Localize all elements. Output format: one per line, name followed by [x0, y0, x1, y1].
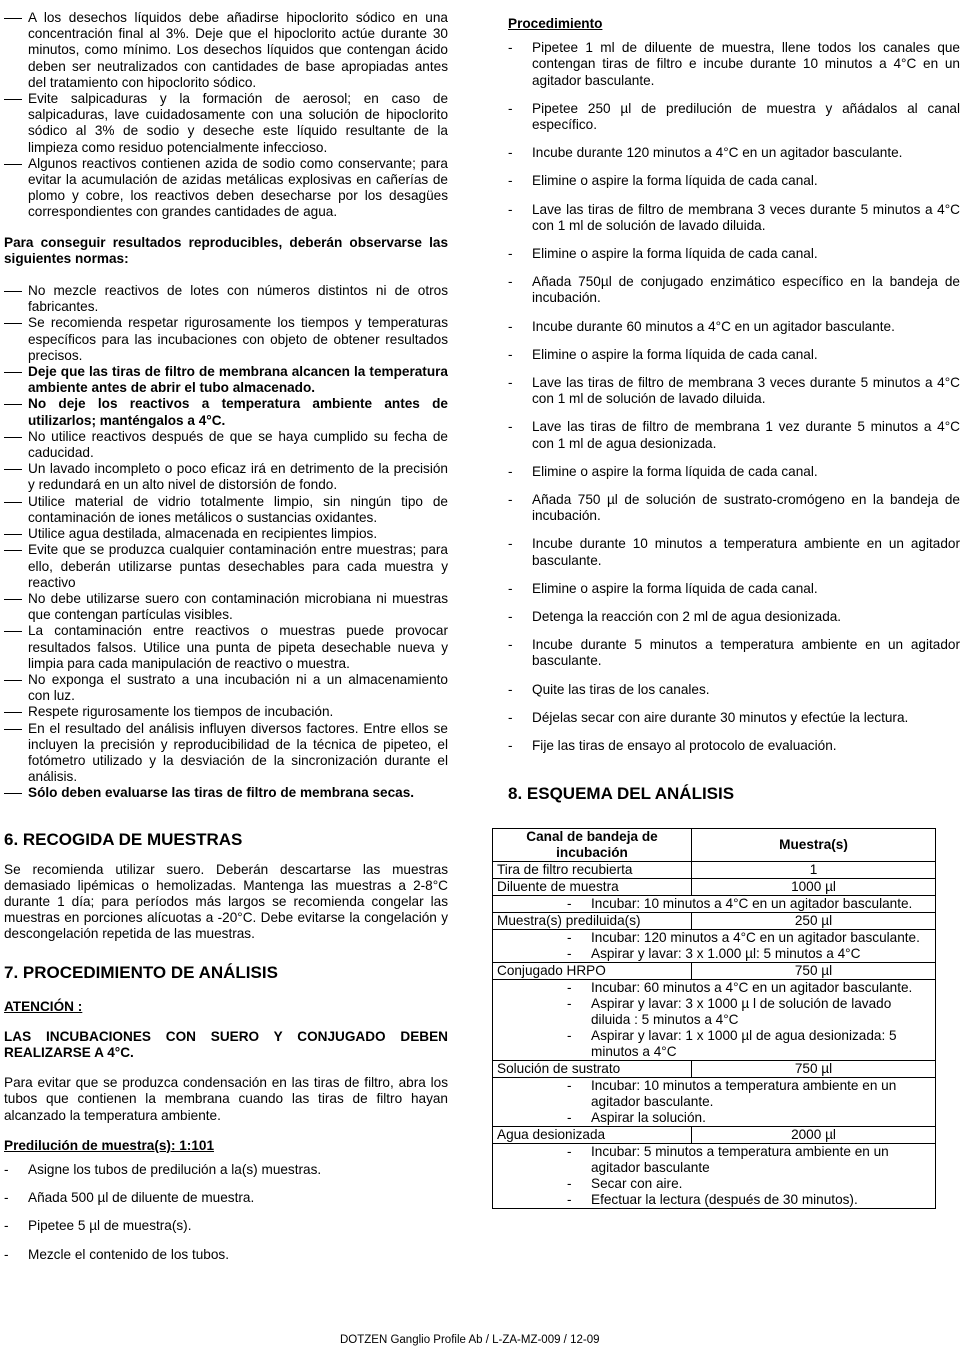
table-row — [493, 1127, 936, 1144]
rule-item: No debe utilizarse suero con contaminación microbiana ni muestras que contengan partículas visibles. — [4, 591, 448, 623]
rule-item: Evite que se produzca cualquier contaminación entre muestras; para ello, deberán utilizarse puntas desechables para cada muestra y reactivo — [4, 542, 448, 591]
section-6-text: Se recomienda utilizar suero. Deberán descartarse las muestras demasiado lipémicas o hemolizadas. Mantenga las muestras a 2-8°C durante 1 día; para períodos más largos se recomienda congelar las muestras en porciones alícuotas a -20°C. Debe evitarse la congelación y descongelación repetida de las muestras. — [4, 861, 448, 942]
procedure-step: - Incube durante 60 minutos a 4°C en un agitador basculante. — [508, 319, 960, 335]
procedure-step: - Añada 750µl de conjugado enzimático específico en la bandeja de incubación. — [508, 274, 960, 306]
intro-list — [4, 10, 448, 221]
procedure-step: - Elimine o aspire la forma líquida de cada canal. — [508, 347, 960, 363]
predilution-step: - Añada 500 µl de diluente de muestra. — [4, 1190, 448, 1206]
table-row — [493, 913, 936, 930]
procedure-step: - Déjelas secar con aire durante 30 minutos y efectúe la lectura. — [508, 710, 960, 726]
rule-item: No deje los reactivos a temperatura ambiente antes de utilizarlos; manténgalos a 4°C. — [4, 396, 448, 428]
procedure-step: - Incube durante 5 minutos a temperatura ambiente en un agitador basculante. — [508, 637, 960, 669]
table-header-cell: Muestra(s) — [692, 829, 936, 862]
right-column — [497, 10, 960, 1209]
table-note — [493, 896, 936, 913]
condensation-text: Para evitar que se produzca condensación en las tiras de filtro, abra los tubos que contienen la membrana cuando las tiras de filtro hayan alcanzado la temperatura ambiente. — [4, 1075, 448, 1123]
predilution-step: - Asigne los tubos de predilución a la(s) muestras. — [4, 1162, 448, 1178]
table-note-row — [493, 1144, 936, 1209]
rule-item: Respete rigurosamente los tiempos de incubación. — [4, 704, 448, 720]
section-6-title: 6. RECOGIDA DE MUESTRAS — [4, 829, 243, 849]
table-cell: Tira de filtro recubierta — [493, 862, 692, 879]
table-row — [493, 879, 936, 896]
table-cell: Muestra(s) prediluida(s) — [493, 913, 692, 930]
procedure-step: - Lave las tiras de filtro de membrana 3 veces durante 5 minutos a 4°C con 1 ml de solución de lavado diluida. — [508, 202, 960, 234]
procedure-step: - Incube durante 10 minutos a temperatura ambiente en un agitador basculante. — [508, 536, 960, 568]
procedure-step: - Pipetee 250 µl de predilución de muestra y añádalos al canal específico. — [508, 101, 960, 133]
predilution-title: Predilución de muestra(s): 1:101 — [4, 1137, 215, 1153]
intro-item: Algunos reactivos contienen azida de sodio como conservante; para evitar la acumulación de azidas metálicas explosivas en cañerías de plomo y cobre, los reactivos deben desecharse por los desagües correspondientes con grandes cantidades de agua. — [4, 156, 448, 221]
table-row — [493, 862, 936, 879]
rule-item: No utilice reactivos después de que se haya cumplido su fecha de caducidad. — [4, 429, 448, 461]
predilution-step: - Mezcle el contenido de los tubos. — [4, 1247, 448, 1263]
rule-item: En el resultado del análisis influyen diversos factores. Entre ellos se incluyen la precisión y reproducibilidad de la técnica de pipeteo, el fotómetro utilizado y la desviación de la sincronización durante el análisis. — [4, 721, 448, 786]
table-note-row — [493, 1078, 936, 1127]
attention-label: ATENCIÓN : — [4, 998, 83, 1014]
table-cell: 750 µl — [692, 1061, 936, 1078]
table-header-row — [493, 829, 936, 862]
table-note-item: - Incubar: 10 minutos a temperatura ambiente en un agitador basculante. — [567, 1078, 931, 1110]
table-row — [493, 963, 936, 980]
rule-item: Utilice agua destilada, almacenada en recipientes limpios. — [4, 526, 448, 542]
procedure-step: - Lave las tiras de filtro de membrana 3 veces durante 5 minutos a 4°C con 1 ml de solución de lavado diluida. — [508, 375, 960, 407]
procedure-step: - Elimine o aspire la forma líquida de cada canal. — [508, 173, 960, 189]
rules-heading: Para conseguir resultados reproducibles, deberán observarse las siguientes normas: — [4, 234, 448, 266]
intro-item: A los desechos líquidos debe añadirse hipoclorito sódico en una concentración final al 3%. Deje que el hipoclorito actúe durante 30 minutos, como mínimo. Los desechos líquidos que contengan ácido deben ser neutralizados con cantidades de base apropiadas antes del tratamiento con hipoclorito sódico. — [4, 10, 448, 91]
intro-item: Evite salpicaduras y la formación de aerosol; en caso de salpicaduras, lave cuidadosamente con una solución de hipoclorito sódico al 3% de sodio y deseche este líquido resultante de la limpieza como residuo potencialmente infeccioso. — [4, 91, 448, 156]
table-cell: 1000 µl — [692, 879, 936, 896]
table-cell: 2000 µl — [692, 1127, 936, 1144]
table-note-row — [493, 980, 936, 1061]
table-note — [493, 930, 936, 963]
rule-item: Se recomienda respetar rigurosamente los tiempos y temperaturas específicos para las incubaciones con objeto de obtener resultados precisos. — [4, 315, 448, 364]
section-8-title: 8. ESQUEMA DEL ANÁLISIS — [508, 784, 735, 804]
procedure-step: - Incube durante 120 minutos a 4°C en un agitador basculante. — [508, 145, 960, 161]
procedure-step: - Elimine o aspire la forma líquida de cada canal. — [508, 581, 960, 597]
table-note-item: - Incubar: 60 minutos a 4°C en un agitador basculante. — [567, 980, 931, 996]
table-cell: 750 µl — [692, 963, 936, 980]
rule-item: Deje que las tiras de filtro de membrana alcancen la temperatura ambiente antes de abrir el tubo almacenado. — [4, 364, 448, 396]
table-note-item: - Incubar: 10 minutos a 4°C en un agitador basculante. — [567, 896, 931, 912]
procedure-step: - Elimine o aspire la forma líquida de cada canal. — [508, 246, 960, 262]
table-row — [493, 1061, 936, 1078]
rule-item: Sólo deben evaluarse las tiras de filtro de membrana secas. — [4, 785, 448, 801]
page-footer: DOTZEN Ganglio Profile Ab / L-ZA-MZ-009 / 12-09 — [340, 1334, 600, 1346]
rule-item: No exponga el sustrato a una incubación ni a un almacenamiento con luz. — [4, 672, 448, 704]
table-cell: Agua desionizada — [493, 1127, 692, 1144]
procedure-step: - Lave las tiras de filtro de membrana 1 vez durante 5 minutos a 4°C con 1 ml de agua desionizada. — [508, 419, 960, 451]
table-note-item: - Incubar: 120 minutos a 4°C en un agitador basculante. — [567, 930, 931, 946]
analysis-scheme-table-wrapper — [492, 828, 936, 1209]
table-note-row — [493, 896, 936, 913]
table-note-item: - Aspirar y lavar: 3 x 1.000 µl: 5 minutos a 4°C — [567, 946, 931, 962]
table-note — [493, 1144, 936, 1209]
table-note-item: - Aspirar la solución. — [567, 1110, 931, 1126]
table-note-item: - Aspirar y lavar: 1 x 1000 µl de agua desionizada: 5 minutos a 4°C — [567, 1028, 931, 1060]
procedure-step: - Pipetee 1 ml de diluente de muestra, llene todos los canales que contengan tiras de filtro e incube durante 10 minutos a 4°C en un agitador basculante. — [508, 40, 960, 89]
table-header-cell: Canal de bandeja de incubación — [493, 829, 692, 862]
procedure-step: - Elimine o aspire la forma líquida de cada canal. — [508, 464, 960, 480]
procedure-title: Procedimiento — [508, 16, 603, 31]
section-7-title: 7. PROCEDIMIENTO DE ANÁLISIS — [4, 962, 278, 982]
table-cell: Conjugado HRPO — [493, 963, 692, 980]
table-note-item: - Incubar: 5 minutos a temperatura ambiente en un agitador basculante — [567, 1144, 931, 1176]
table-note-item: - Efectuar la lectura (después de 30 minutos). — [567, 1192, 931, 1208]
table-note-item: - Aspirar y lavar: 3 x 1000 µ l de solución de lavado diluida : 5 minutos a 4°C — [567, 996, 931, 1028]
table-cell: Solución de sustrato — [493, 1061, 692, 1078]
procedure-step: - Añada 750 µl de solución de sustrato-cromógeno en la bandeja de incubación. — [508, 492, 960, 524]
left-column — [4, 10, 448, 1263]
table-cell: 1 — [692, 862, 936, 879]
analysis-scheme-table — [492, 828, 936, 1209]
attention-text: LAS INCUBACIONES CON SUERO Y CONJUGADO DEBEN REALIZARSE A 4°C. — [4, 1028, 448, 1060]
rule-item: Utilice material de vidrio totalmente limpio, sin ningún tipo de contaminación de iones metálicos o sustancias oxidantes. — [4, 494, 448, 526]
table-note-row — [493, 930, 936, 963]
procedure-step: - Fije las tiras de ensayo al protocolo de evaluación. — [508, 738, 960, 754]
rules-list — [4, 283, 448, 802]
table-cell: 250 µl — [692, 913, 936, 930]
procedure-step: - Detenga la reacción con 2 ml de agua desionizada. — [508, 609, 960, 625]
predilution-steps — [4, 1162, 448, 1263]
rule-item: No mezcle reactivos de lotes con números distintos ni de otros fabricantes. — [4, 283, 448, 315]
procedure-step: - Quite las tiras de los canales. — [508, 682, 960, 698]
table-note-item: - Secar con aire. — [567, 1176, 931, 1192]
rule-item: La contaminación entre reactivos o muestras puede provocar resultados falsos. Utilice una punta de pipeta desechable nueva y limpia para cada manipulación de reactivo o muestra. — [4, 623, 448, 672]
table-note — [493, 1078, 936, 1127]
rule-item: Un lavado incompleto o poco eficaz irá en detrimento de la precisión y redundará en un alto nivel de distorsión de fondo. — [4, 461, 448, 493]
predilution-step: - Pipetee 5 µl de muestra(s). — [4, 1218, 448, 1234]
table-cell: Diluente de muestra — [493, 879, 692, 896]
table-note — [493, 980, 936, 1061]
procedure-steps — [508, 40, 960, 754]
